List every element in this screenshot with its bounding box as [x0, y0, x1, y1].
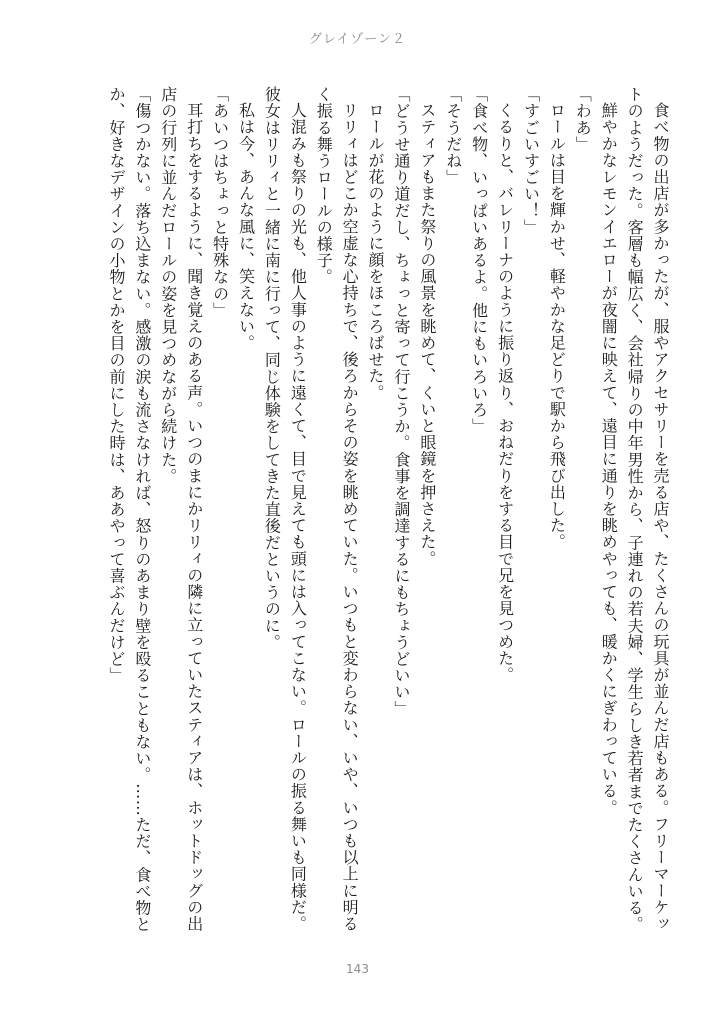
paragraph: 食べ物の出店が多かったが、服やアクセサリーを売る店や、たくさんの玩具が並んだ店もある。フリーマーケットのようだった。客層も幅広く、会社帰りの中年男性から、子連れの若夫婦、学生らしき若者までたくさんいる。	[625, 86, 670, 933]
dialogue-line: 「傷つかない。落ち込まない。感激の涙も流さなければ、怒りのあまり壁を殴ることもない。……ただ、食べ物とか、好きなデザインの小物とかを目の前にした時は、ああやって喜ぶんだけど」	[106, 86, 152, 933]
paragraph: くるりと、バレリーナのように振り返り、おねだりをする目で兄を見つめた。	[495, 102, 515, 683]
dialogue-line: 「わあ」	[573, 86, 593, 153]
paragraph: 耳打ちをするように、聞き覚えのある声。いつのまにかリリィの隣に立っていたスティアは、ホットドッグの出店の行列に並んだロールの姿を見つめながら続けた。	[158, 86, 204, 932]
paragraph: 鮮やかなレモンイエローが夜闇に映えて、遠目に通りを眺めやっても、暖かくにぎわっている。	[599, 102, 619, 816]
paragraph: ロールが花のように顔をほころばせた。	[366, 102, 386, 401]
dialogue-line: 「すごいすごい！」	[521, 86, 541, 236]
paragraph: リリィはどこか空虚な心持ちで、後ろからその姿を眺めていた。いつもと変わらない、いや、いつも以上に明るく振る舞うロールの様子。	[314, 86, 360, 932]
paragraph: 人混みも祭りの光も、他人事のように遠くて、目で見えても頭には入ってこない。ロールの振る舞いも同様だ。彼女はリリィと一緒に南に行って、同じ体験をしてきた直後だというのに。	[262, 86, 308, 932]
dialogue-line: 「あいつはちょっと特殊なの」	[210, 86, 230, 319]
dialogue-line: 「そうだね」	[443, 86, 463, 186]
dialogue-line: 「食べ物、いっぱいあるよ。他にもいろいろ」	[469, 86, 489, 435]
paragraph: ロールは目を輝かせ、軽やかな足どりで駅から飛び出した。	[547, 102, 567, 551]
vertical-body-text	[73, 86, 673, 946]
running-header: グレイゾーン２	[308, 32, 407, 47]
dialogue-line: 「どうせ通り道だし、ちょっと寄って行こうか。食事を調達するにもちょうどいい」	[391, 86, 411, 717]
paragraph: スティアもまた祭りの風景を眺めて、くいと眼鏡を押さえた。	[417, 102, 437, 567]
page-number: 143	[346, 962, 369, 976]
paragraph: 私は今、あんな風に、笑えない。	[236, 102, 256, 351]
